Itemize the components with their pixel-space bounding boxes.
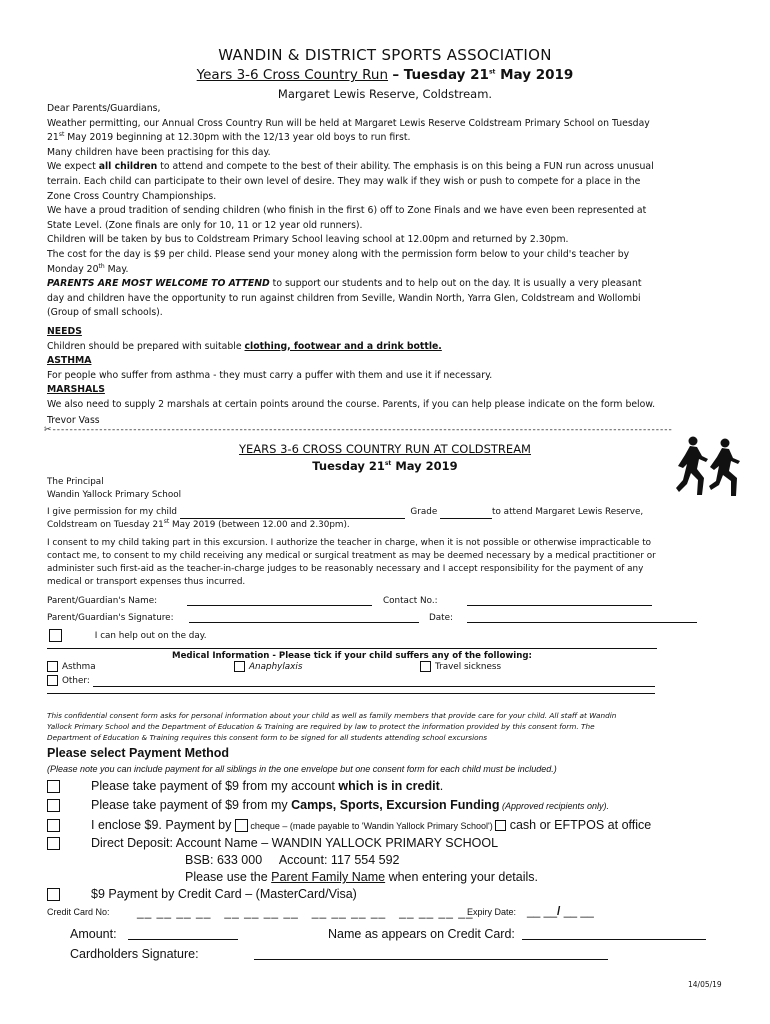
date-field[interactable] <box>467 622 697 623</box>
permission-line: I give permission for my child Grade to attend Margaret Lewis Reserve, <box>47 507 644 517</box>
card-number-field[interactable]: __ __ __ __ __ __ __ __ __ __ __ __ __ __ __ __ <box>137 905 474 919</box>
footer-date: 14/05/19 <box>688 980 722 989</box>
amount-field[interactable] <box>128 939 238 940</box>
cheque-checkbox[interactable] <box>235 819 248 832</box>
medical-info-box: Medical Information - Please tick if your child suffers any of the following: Asthma Anaphylaxis Travel sickness Other: <box>47 648 657 704</box>
other-checkbox[interactable] <box>47 675 58 686</box>
travel-sickness-checkbox[interactable] <box>420 661 431 672</box>
bank-details: BSB: 633 000 Account: 117 554 592 <box>185 853 400 867</box>
payment-option-deposit: Direct Deposit: Account Name – WANDIN YALLOCK PRIMARY SCHOOL <box>47 836 747 850</box>
card-number-row: Credit Card No: __ __ __ __ __ __ __ __ __ __ __ __ __ __ __ __ Expiry Date: __ __/ __ __ <box>47 904 594 919</box>
payment-title: Please select Payment Method <box>47 746 230 760</box>
payment-option-csef: Please take payment of $9 from my Camps, Sports, Excursion Funding (Approved recipients only). <box>47 798 747 812</box>
needs-heading: NEEDS <box>47 325 82 337</box>
marshals-heading: MARSHALS <box>47 384 105 396</box>
confidentiality-notice: This confidential consent form asks for personal information about your child as well as family members that provide care for your child. All staff at Wandin Yallock Primary School and the Department of Education & Training are required by law to protect the information provided by this consent form. The Department of Education & Training requires this consent form to be signed for all students attending school excursions <box>47 711 617 742</box>
credit-card-checkbox[interactable] <box>47 888 60 901</box>
event-title-link: Years 3-6 Cross Country Run <box>196 67 389 83</box>
contact-field[interactable] <box>467 605 652 606</box>
payment-option-card: $9 Payment by Credit Card – (MasterCard/Visa) <box>47 887 747 901</box>
form-title: YEARS 3-6 CROSS COUNTRY RUN AT COLDSTREAM <box>239 442 531 456</box>
signoff: Trevor Vass <box>47 415 100 427</box>
cut-line: ✂-------------------------------------------------------------------------------------------------------------------------------------------------- <box>44 425 673 435</box>
form-date: Tuesday 21st May 2019 <box>312 459 458 473</box>
event-subtitle: Years 3-6 Cross Country Run – Tuesday 21st May 2019 <box>196 67 574 83</box>
scissors-icon: ✂ <box>44 425 53 435</box>
anaphylaxis-checkbox[interactable] <box>234 661 245 672</box>
cardholder-signature-field[interactable] <box>254 959 608 960</box>
document-page: WANDIN & DISTRICT SPORTS ASSOCIATION Years 3-6 Cross Country Run – Tuesday 21st May 2019 Margaret Lewis Reserve, Coldstream. Dear Parents/Guardians, Weather permitting, our Annual Cross Country Run will be held at Margaret Lewis Reserve Coldstream Primary School on Tuesday 21st May 2019 beginning at 12.30pm with the 12/13 year old boys to run first. Many children have been practising for this day. We expect all children to attend and compete to the best of their ability. The emphasis is on this being a FUN run across unusual terrain. Each child can participate to their own level of desire. They may walk if they wish or push to compete for a place in the Zone Cross Country Championships. We have a proud tradition of sending children (who finish in the first 6) off to Zone Finals and we have even been represented at State Level. (Zone finals are only for 10, 11 or 12 year old runners). Children will be taken by bus to Coldstream Primary School leaving school at 12.00pm and returned by 2.30pm. The cost for the day is $9 per child. Please send your money along with the permission form below to your child's teacher by Monday 20th May. PARENTS ARE MOST WELCOME TO ATTEND to support our students and to help out on the day. It is usually a very pleasant day and children have the opportunity to run against children from Seville, Wandin North, Yarra Glen, Coldstream and Wollombi (Group of small schools). NEEDS Children should be prepared with suitable clothing, footwear and a drink bottle. ASTHMA For people who suffer from asthma - they must carry a puffer with them and use it if necessary. MARSHALS We also need to supply 2 marshals at certain points around the course. Parents, if you can help please indicate on the form below. Trevor Vass ✂-------------------------------------------------------------------------------------------------------------------------------------------------- YEARS 3-6 CROSS COUNTRY RUN AT COLDSTREAM Tuesday 21st May 2019 The Principal Wandin Yallock Primary School I give permission for my child Grade to attend Margaret Lewis Reserve, Coldstream on Tuesday 21st May 2019 (between 12.00 and 2.30pm). I consent to my child taking part in this excursion. I authorize the teacher in charge, when it is not possible or otherwise impracticable to contact me, to consent to my child receiving any medical or surgical treatment as may be deemed necessary by a medical practitioner or administer such first-aid as the teacher-in-charge judges to be reasonably necessary and I accept responsibility for the payment of any medical or transport expenses thus incurred. Parent/Guardian's Name: Contact No.: Parent/Guardian's Signature: Date: I can help out on the day. Medical Information - Please tick if your child suffers any of the following: Asthma Anaphylaxis Travel sickness Other: This confidential consent form asks for personal information about your child as well as family members that provide care for your child. All staff at Wandin Yallock Primary School and the Department of Education & Training are required by law to protect the information provided by this consent form. The Department of Education & Training requires this consent form to be signed for all students attending school excursions Please select Payment Method (Please note you can include payment for all siblings in the one envelope but one consent form for each child must be included.) Please take payment of $9 from my account which is in credit. Please take payment of $9 from my Camps, Sports, Excursion Funding (Approved recipients only). I enclose $9. Payment by cheque – (made payable to 'Wandin Yallock Primary School') cash or EFTPOS at office Direct Deposit: Account Name – WANDIN YALLOCK PRIMARY SCHOOL BSB: 633 000 Account: 117 554 592 Please use the Parent Family Name when entering your details. $9 Payment by Credit Card – (MasterCard/Visa) Credit Card No: __ __ __ __ __ __ __ __ __ __ __ __ __ __ __ __ Expiry Date: __ __/ __ __ Amount: Name as appears on Credit Card: Cardholders Signature: 14/05/19 <box>0 0 770 1024</box>
event-venue: Margaret Lewis Reserve, Coldstream. <box>277 87 493 101</box>
other-medical-field[interactable] <box>93 686 655 687</box>
payment-option-credit: Please take payment of $9 from my account which is in credit. <box>47 779 737 793</box>
help-out-checkbox[interactable] <box>49 629 62 642</box>
credit-account-checkbox[interactable] <box>47 780 60 793</box>
csef-checkbox[interactable] <box>47 799 60 812</box>
consent-text: I consent to my child taking part in this excursion. I authorize the teacher in charge, when it is not possible or otherwise impracticable to contact me, to consent to my child receiving any medical or surgical treatment as may be deemed necessary by a medical practitioner or administer such first-aid as the teacher-in-charge judges to be reasonably necessary and I accept responsibility for the payment of any medical or transport expenses thus incurred. <box>47 538 656 587</box>
enclose-checkbox[interactable] <box>47 819 60 832</box>
asthma-checkbox[interactable] <box>47 661 58 672</box>
parent-signature-field[interactable] <box>189 622 419 623</box>
parent-name-field[interactable] <box>187 605 372 606</box>
payment-option-cash: I enclose $9. Payment by cheque – (made payable to 'Wandin Yallock Primary School') cash or EFTPOS at office <box>47 818 747 832</box>
greeting: Dear Parents/Guardians, <box>47 103 161 114</box>
direct-deposit-checkbox[interactable] <box>47 837 60 850</box>
org-title: WANDIN & DISTRICT SPORTS ASSOCIATION <box>218 46 552 64</box>
expiry-field[interactable]: __ __/ __ __ <box>527 904 594 918</box>
asthma-heading: ASTHMA <box>47 355 92 367</box>
card-name-field[interactable] <box>522 939 706 940</box>
letter-body: Dear Parents/Guardians, Weather permitting, our Annual Cross Country Run will be held at Margaret Lewis Reserve Coldstream Primary School on Tuesday 21st May 2019 beginning at 12.30pm with the 12/13 year old boys to run first. Many children have been practising for this day. We expect all children to attend and compete to the best of their ability. The emphasis is on this being a FUN run across unusual terrain. Each child can participate to their own level of desire. They may walk if they wish or push to compete for a place in the Zone Cross Country Championships. We have a proud tradition of sending children (who finish in the first 6) off to Zone Finals and we have even been represented at State Level. (Zone finals are only for 10, 11 or 12 year old runners). Children will be taken by bus to Coldstream Primary School leaving school at 12.00pm and returned by 2.30pm. The cost for the day is $9 per child. Please send your money along with the permission form below to your child's teacher by Monday 20th May. PARENTS ARE MOST WELCOME TO ATTEND to support our students and to help out on the day. It is usually a very pleasant day and children have the opportunity to run against children from Seville, Wandin North, Yarra Glen, Coldstream and Wollombi (Group of small schools). NEEDS Children should be prepared with suitable clothing, footwear and a drink bottle. ASTHMA For people who suffer from asthma - they must carry a puffer with them and use it if necessary. MARSHALS We also need to supply 2 marshals at certain points around the course. Parents, if you can help please indicate on the form below. Trevor Vass <box>47 102 727 429</box>
cash-checkbox[interactable] <box>495 820 506 831</box>
